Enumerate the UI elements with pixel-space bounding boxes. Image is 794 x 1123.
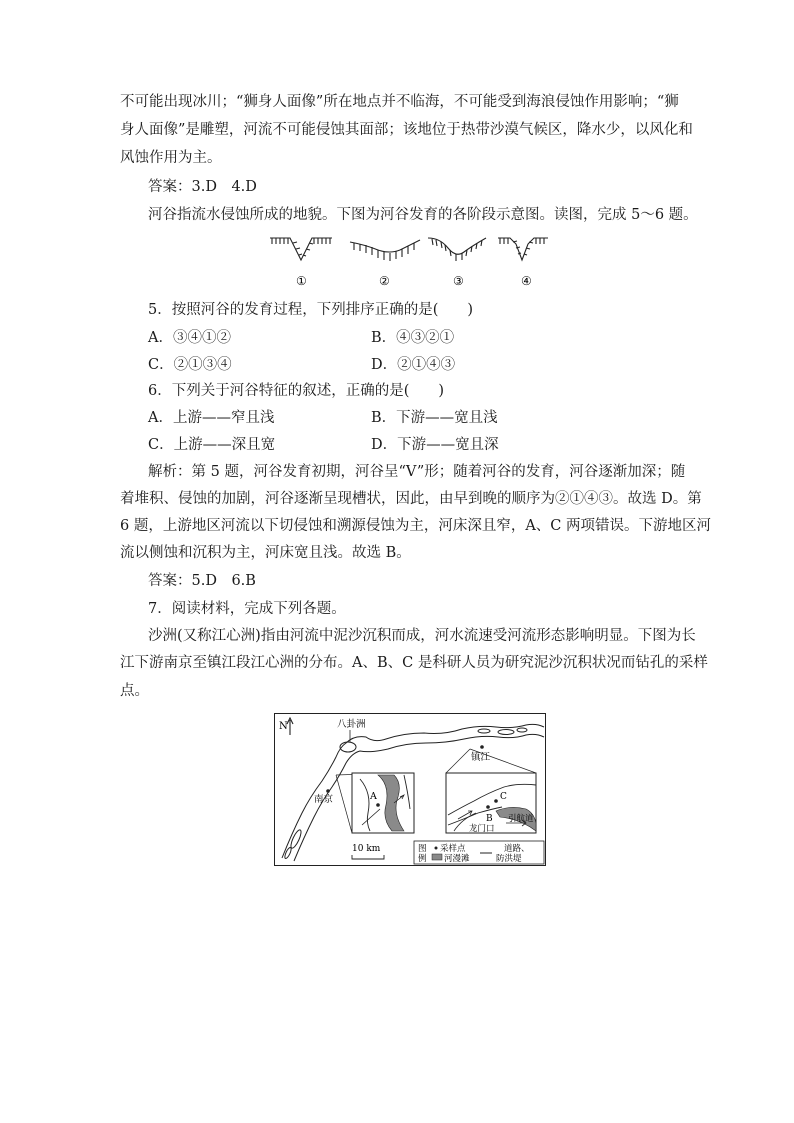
point-a-label: A xyxy=(370,791,377,802)
analysis-line-3: 6 题，上游地区河流以下切侵蚀和溯源侵蚀为主，河床深且窄，A、C 两项错误。下游地区河 xyxy=(120,518,712,534)
q5-option-a: A．③④①② xyxy=(148,330,231,346)
passage-line-2: 身人面像”是雕塑，河流不可能侵蚀其面部；该地位于热带沙漠气候区，降水少，以风化和 xyxy=(120,122,693,138)
longmenkou-label: 龙门口 xyxy=(469,824,495,834)
yangtze-sandbar-map xyxy=(274,713,546,866)
q5-stem: 5．按照河谷的发育过程，下列排序正确的是( ) xyxy=(148,302,474,318)
bagua-island-label: 八卦洲 xyxy=(337,719,366,730)
valley-stages-figure xyxy=(268,230,558,292)
q6-option-b: B．下游——宽且浅 xyxy=(371,410,498,426)
passage-line-1: 不可能出现冰川；“狮身人面像”所在地点并不临海，不可能受到海浪侵蚀作用影响；“狮 xyxy=(120,94,679,110)
q6-option-d: D．下游——宽且深 xyxy=(371,437,499,453)
legend-floodplain: 河漫滩 xyxy=(444,854,470,864)
valley-intro: 河谷指流水侵蚀所成的地貌。下图为河谷发育的各阶段示意图。读图，完成 5～6 题。 xyxy=(148,207,698,223)
q5-option-d: D．②①④③ xyxy=(371,357,456,373)
legend-road-2: 防洪堤 xyxy=(496,854,522,864)
map-legend xyxy=(414,841,544,864)
q6-option-c: C．上游——深且宽 xyxy=(148,437,276,453)
legend-sample-point: 采样点 xyxy=(440,844,466,854)
q7-material-line-2: 江下游南京至镇江段江心洲的分布。A、B、C 是科研人员为研究泥沙沉积状况而钻孔的采样 xyxy=(120,655,708,671)
q7-material-line-1: 沙洲(又称江心洲)指由河流中泥沙沉积而成，河水流速受河流形态影响明显。下图为长 xyxy=(148,628,696,644)
answer-5-6: 答案：5.D 6.B xyxy=(148,573,256,589)
q5-option-b: B．④③②① xyxy=(371,330,455,346)
zhenjiang-marker xyxy=(480,745,484,749)
q7-material-line-3: 点。 xyxy=(120,683,149,699)
valley-label-3: ③ xyxy=(453,274,464,288)
inset-bc xyxy=(446,773,536,834)
analysis-line-4: 流以侧蚀和沉积为主，河床宽且浅。故选 B。 xyxy=(120,545,411,561)
valley-label-4: ④ xyxy=(521,274,532,288)
legend-title-1: 图 xyxy=(418,844,427,854)
answer-3-4: 答案：3.D 4.D xyxy=(148,179,257,195)
valley-stage-4 xyxy=(498,238,548,260)
valley-stage-3 xyxy=(428,238,486,261)
analysis-line-1: 解析：第 5 题，河谷发育初期，河谷呈“V”形；随着河谷的发育，河谷逐渐加深；随 xyxy=(148,464,686,480)
q6-option-a: A．上游——窄且浅 xyxy=(148,410,275,426)
valley-label-2: ② xyxy=(379,274,390,288)
q6-stem: 6．下列关于河谷特征的叙述，正确的是( ) xyxy=(148,383,445,399)
analysis-line-2: 着堆积、侵蚀的加剧，河谷逐渐呈现槽状，因此，由早到晚的顺序为②①④③。故选 D。第 xyxy=(120,491,702,507)
legend-title-2: 例 xyxy=(418,854,427,864)
north-label: N xyxy=(279,721,288,732)
nanjing-label: 南京 xyxy=(314,794,334,805)
q5-option-c: C．②①③④ xyxy=(148,357,232,373)
sample-point-c xyxy=(494,799,498,803)
scale-label: 10 km xyxy=(352,844,381,854)
valley-stage-1 xyxy=(270,238,332,260)
q7-stem: 7．阅读材料，完成下列各题。 xyxy=(148,601,346,617)
canal-label: 引航道 xyxy=(508,814,534,824)
point-c-label: C xyxy=(500,792,507,802)
valley-stage-2 xyxy=(350,240,420,261)
sample-point-b xyxy=(486,805,490,809)
nanjing-marker xyxy=(326,789,330,793)
sample-point-a xyxy=(376,803,380,807)
valley-label-1: ① xyxy=(296,274,307,288)
zhenjiang-label: 镇江 xyxy=(471,752,491,763)
point-b-label: B xyxy=(486,814,493,824)
inset-a xyxy=(352,773,414,833)
passage-line-3: 风蚀作用为主。 xyxy=(120,150,222,166)
legend-road-1: 道路、 xyxy=(504,844,530,854)
